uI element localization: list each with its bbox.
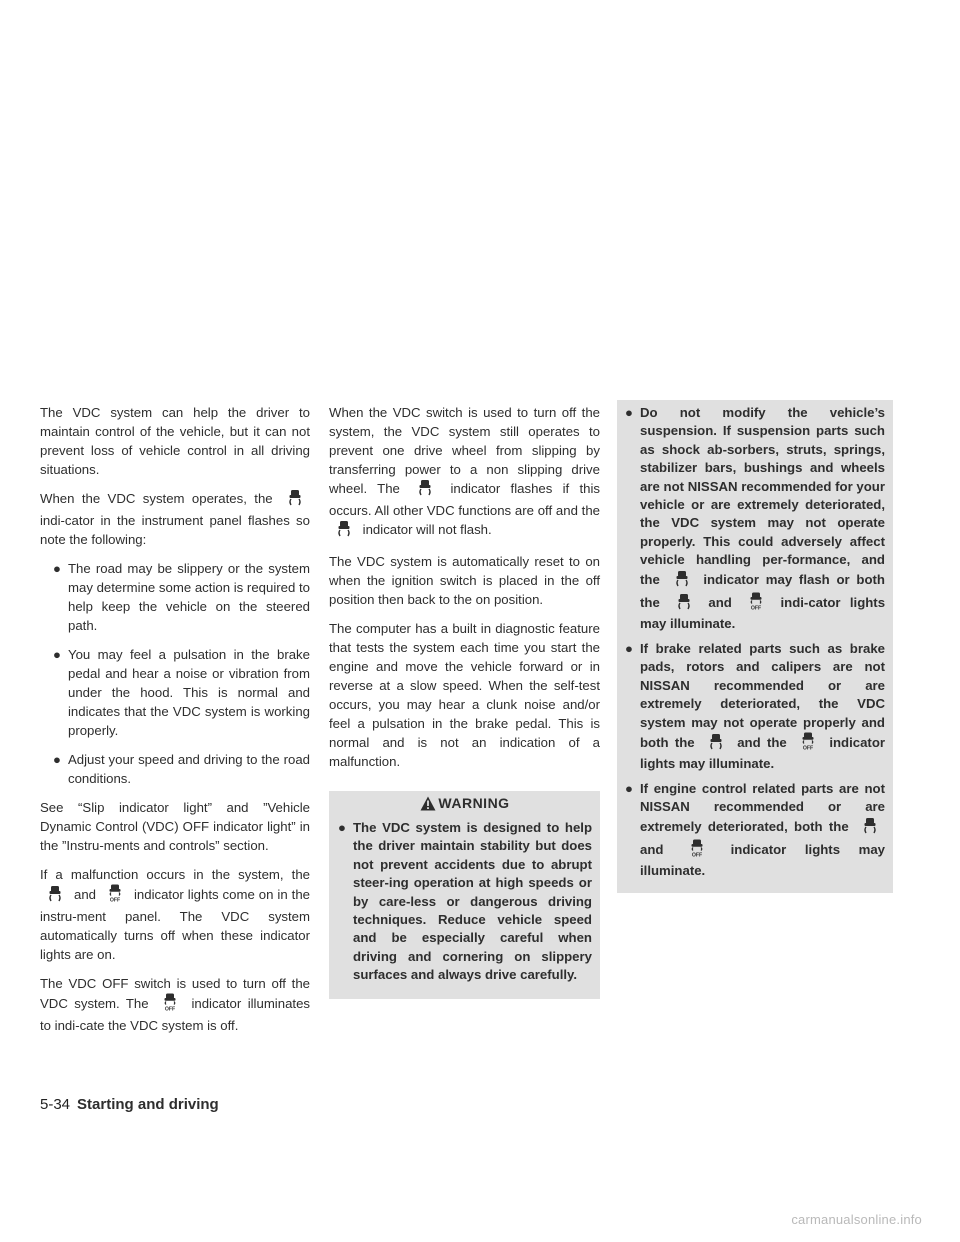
slip-indicator-icon — [329, 520, 359, 542]
paragraph-diagnostic: The computer has a built in diagnostic feature that tests the system each time you start the engine and move the vehicle forward or in reverse at a slow speed. When the self-test occurs, you may hear a clunk noise and/or feel a pulsation in the brake pedal. This is normal and is not an indication of a malfunction. — [329, 621, 600, 769]
page-footer — [40, 1096, 219, 1113]
paragraph-see-also: See “Slip indicator light” and ”Vehicle Dynamic Control (VDC) OFF indicator light” in the ”Instru-ments and controls” section. — [40, 800, 310, 853]
slip-indicator-icon — [40, 885, 70, 907]
slip-indicator-icon — [669, 593, 699, 615]
paragraph-auto-reset: The VDC system is automatically reset to on when the ignition switch is placed in the off position then back to the on position. — [329, 554, 600, 607]
column-middle — [329, 403, 600, 999]
svg-text:OFF: OFF — [802, 745, 814, 750]
paragraph-vdc-switch: When the VDC switch is used to turn off the system, the VDC system still operates to prevent one drive wheel from slipping by transferring power to a non slipping drive wheel. The indicator flashes if this occurs. All other VDC functions are off and the indicator will not flash. — [329, 403, 600, 542]
slip-indicator-icon — [701, 733, 731, 755]
section-title: Starting and driving — [77, 1096, 219, 1113]
column-right — [617, 400, 893, 893]
warning-triangle-icon — [420, 796, 436, 811]
slip-indicator-icon — [667, 570, 697, 592]
list-item: ● Adjust your speed and driving to the road conditions. — [53, 752, 310, 786]
vdc-off-indicator-icon — [741, 592, 771, 615]
vdc-off-indicator-icon — [682, 839, 712, 862]
vdc-off-indicator-icon — [155, 993, 185, 1016]
list-item: ● You may feel a pulsation in the brake pedal and hear a noise or vibration from under the hood. This is normal and indicates that the VDC system is working properly. — [53, 647, 310, 738]
caution-box — [617, 400, 893, 893]
svg-text:OFF: OFF — [750, 605, 762, 611]
list-item: ● The VDC system is designed to help the driver maintain stability but does not prevent accidents due to abrupt steer-ing operation at high speeds or by care-less or dangerous driving techniques. Reduce vehicle speed and be especially careful when driving and cornering on slippery surfaces and always drive carefully. — [338, 820, 592, 983]
vdc-off-indicator-icon — [793, 732, 823, 755]
slip-indicator-icon — [855, 817, 885, 839]
paragraph-vdc-off-switch: The VDC OFF switch is used to turn off the VDC system. The OFF indicator illuminates to indi-cate the VDC system is off. — [40, 976, 310, 1033]
vdc-off-indicator-icon — [100, 884, 130, 907]
svg-text:OFF: OFF — [109, 897, 121, 902]
list-item: ● The road may be slippery or the system may determine some action is required to help keep the vehicle on the steered path. — [53, 561, 310, 633]
slip-indicator-icon — [280, 489, 310, 511]
watermark: carmanualsonline.info — [791, 1212, 922, 1227]
paragraph-vdc-operates: When the VDC system operates, the indi-cator in the instrument panel flashes so note the following: — [40, 491, 310, 547]
page-number: 5-34 — [40, 1096, 71, 1113]
list-item: ● Do not modify the vehicle’s suspension. If suspension parts such as shock ab-sorbers, struts, springs, stabilizer bars, bushings and wheels are not NISSAN recommended for your vehicle or are extremely deteriorated, the VDC system may not operate properly. This could adversely affect vehicle handling per-formance, and the indicator may flash or both the and OFF indi-cator lights may illuminate. — [625, 405, 886, 632]
svg-text:OFF: OFF — [164, 1006, 176, 1011]
svg-text:OFF: OFF — [691, 852, 703, 857]
warning-box — [329, 791, 600, 999]
list-item: ● If engine control related parts are not NISSAN recommended or are extremely deteriorated, both the and OFF indicator lights may illuminate. — [625, 780, 885, 879]
slip-indicator-icon — [410, 479, 440, 501]
paragraph-intro: The VDC system can help the driver to maintain control of the vehicle, but it can not prevent loss of vehicle control in all driving situations. — [40, 405, 310, 477]
list-item: ● If brake related parts such as brake pads, rotors and calipers are not NISSAN recommended or are extremely deteriorated, the VDC system may not operate properly and both the and the OFF indicator lights may illuminate. — [625, 640, 886, 772]
warning-heading: WARNING — [338, 792, 592, 819]
paragraph-malfunction: If a malfunction occurs in the system, the and OFF indicator lights come on in the instru-ment panel. The VDC system automatically turns off when these indicator lights are on. — [40, 867, 310, 962]
column-left — [40, 403, 310, 1045]
